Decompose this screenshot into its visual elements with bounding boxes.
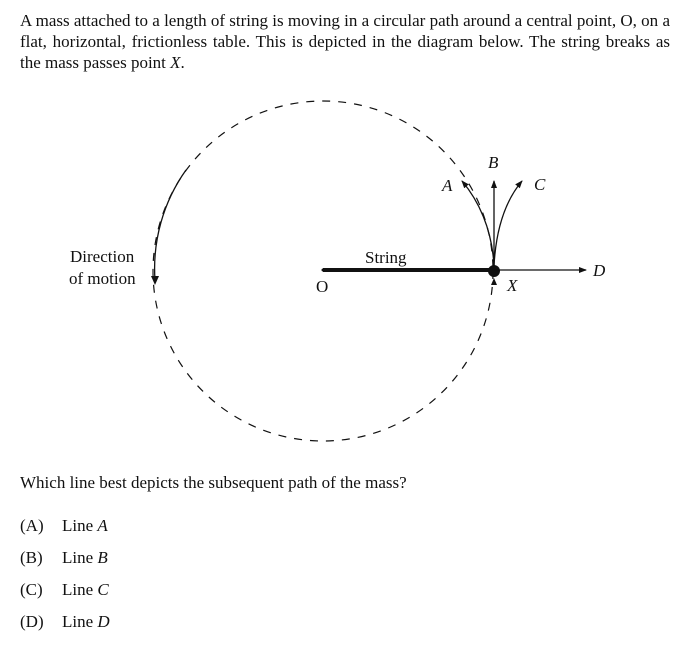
line-a-label: A	[442, 176, 453, 195]
intro-text: A mass attached to a length of string is moving in a circular path around a central point, O, on a flat, horizontal, frictionless table. This is depicted in the diagram below. The string breaks as the mass passes point	[20, 11, 670, 72]
option-c[interactable]	[20, 580, 110, 612]
path-line-a	[462, 181, 494, 266]
option-line-label: C	[97, 580, 109, 599]
option-b[interactable]	[20, 548, 110, 580]
line-d-label: D	[593, 261, 606, 280]
intro-point-label: X	[170, 53, 181, 72]
option-a[interactable]	[20, 516, 110, 548]
question-text: Which line best depicts the subsequent path of the mass?	[20, 473, 407, 492]
option-letter: (C)	[20, 580, 43, 599]
direction-label-line1: Direction	[70, 247, 135, 266]
point-x-label: X	[507, 276, 518, 295]
path-line-c	[494, 181, 522, 266]
option-text: Line	[62, 580, 98, 599]
option-d[interactable]	[20, 612, 110, 644]
option-line-label: D	[97, 612, 110, 631]
option-text: Line	[62, 612, 98, 631]
direction-arrowhead	[151, 276, 159, 285]
option-line-label: A	[97, 516, 108, 535]
answer-options	[20, 516, 110, 644]
option-letter: (B)	[20, 548, 43, 567]
line-b-label: B	[488, 153, 499, 172]
center-point	[322, 269, 325, 272]
option-text: Line	[62, 516, 98, 535]
string-label: String	[365, 248, 407, 267]
option-letter: (D)	[20, 612, 44, 631]
option-text: Line	[62, 548, 98, 567]
mass	[488, 265, 500, 277]
center-label: O	[316, 277, 329, 296]
motion-arrowhead-at-x	[491, 278, 497, 285]
direction-label-line2: of motion	[69, 269, 136, 288]
option-letter: (A)	[20, 516, 44, 535]
line-c-label: C	[534, 175, 546, 194]
intro-end: .	[180, 53, 185, 72]
option-line-label: B	[97, 548, 108, 567]
